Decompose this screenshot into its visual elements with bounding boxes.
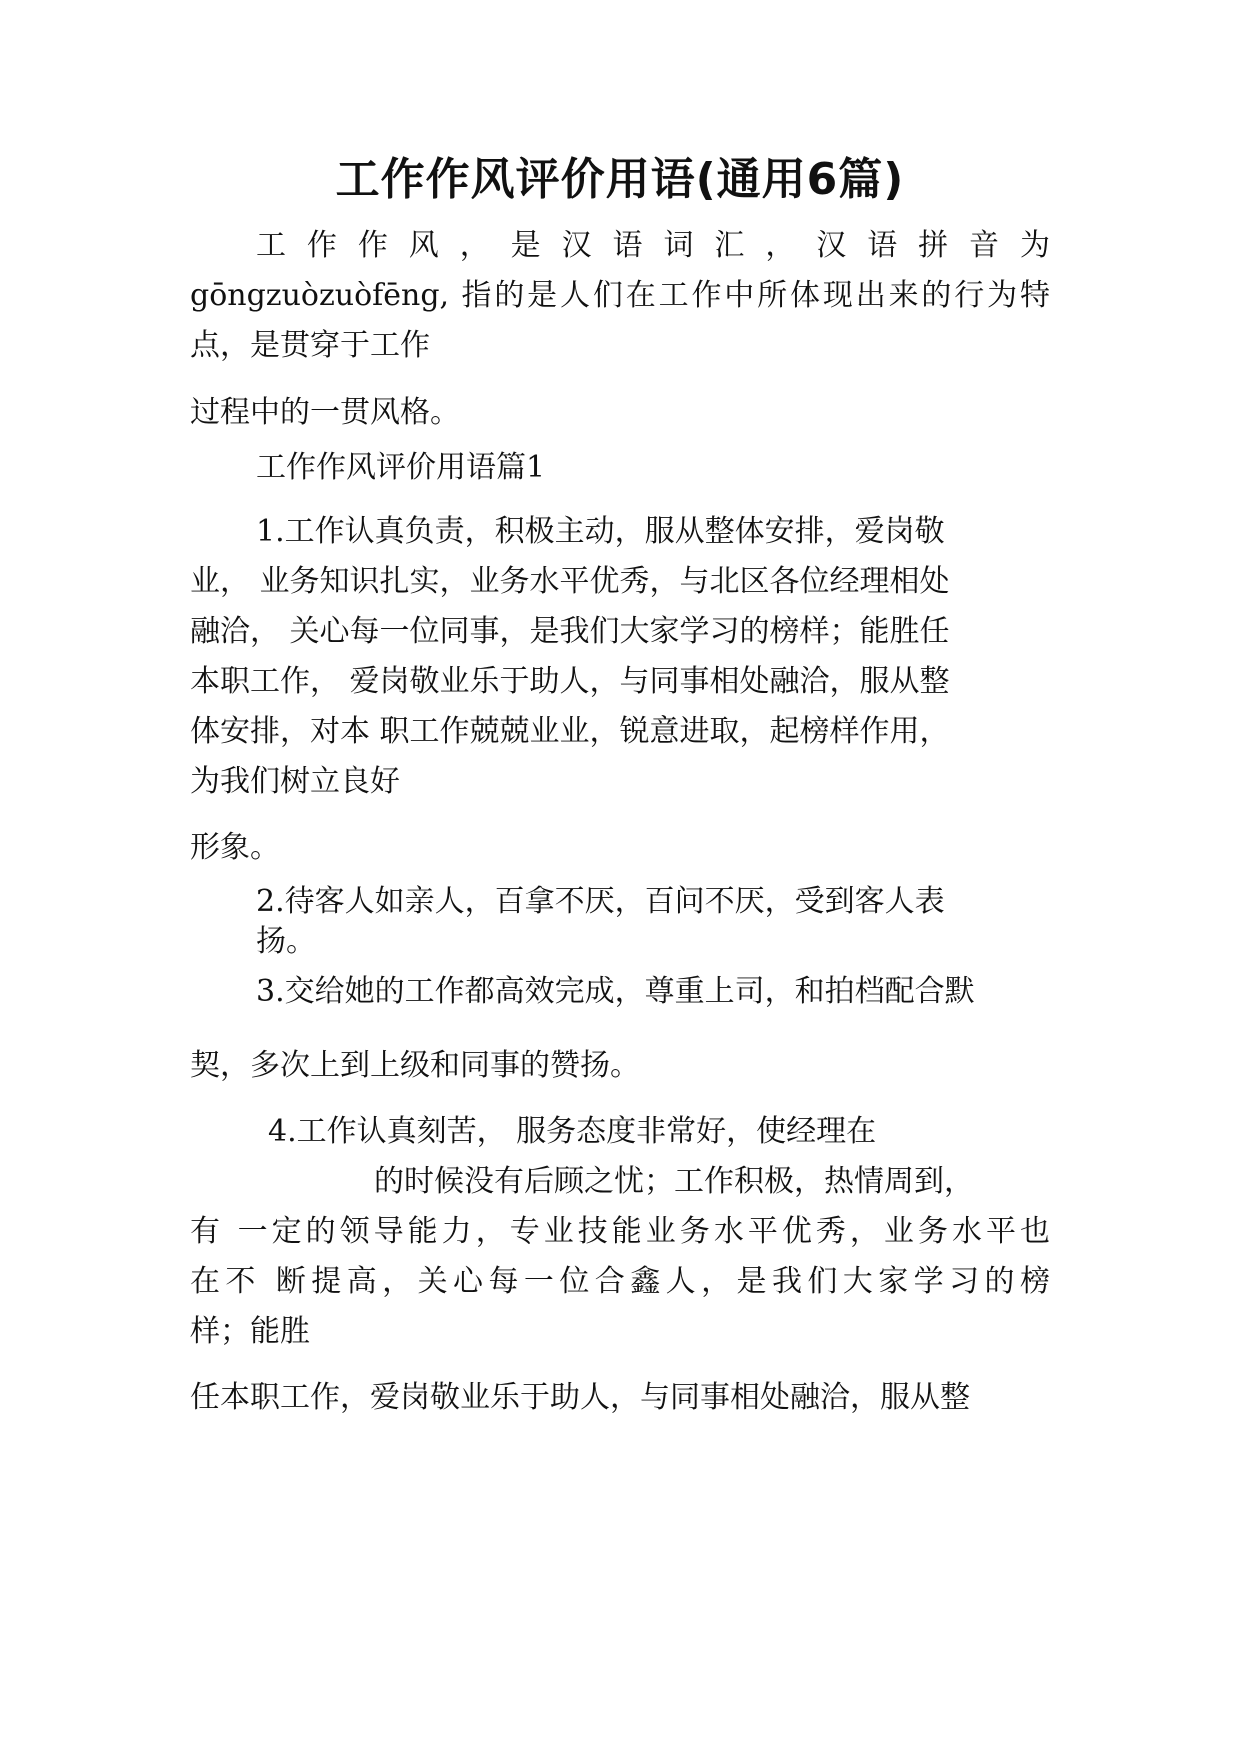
item4-line-5: 样；能胜 [190,1314,310,1349]
intro-line-1: 工 作 作 风 ， 是 汉 语 词 汇 ， 汉 语 拼 音 为 [256,228,1050,263]
document-title: 工作作风评价用语(通用6篇) [335,154,905,205]
item1-line-5: 体安排，对本 职工作兢兢业业，锐意进取，起榜样作用， [190,714,950,749]
item1-line-7: 形象。 [190,830,280,865]
intro-line-2: gōngzuòzuòfēng, 指的是人们在工作中所体现出来的行为特 [190,278,1050,313]
item1-line-1: 1.工作认真负责，积极主动，服从整体安排，爱岗敬 [256,514,945,549]
item1-line-2: 业， 业务知识扎实，业务水平优秀，与北区各位经理相处 [190,564,950,599]
item2-line-2: 扬。 [256,924,316,959]
section-heading: 工作作风评价用语篇1 [256,450,546,485]
intro-line-4: 过程中的一贯风格。 [190,395,460,430]
intro-line-3: 点，是贯穿于工作 [190,328,430,363]
item4-line-1: 4.工作认真刻苦， 服务态度非常好，使经理在 [268,1114,877,1149]
item4-line-2: 的时候没有后顾之忧；工作积极，热情周到， [374,1164,974,1199]
item3-line-2: 契，多次上到上级和同事的赞扬。 [190,1048,640,1083]
item1-line-3: 融洽， 关心每一位同事，是我们大家学习的榜样；能胜任 [190,614,950,649]
item1-line-6: 为我们树立良好 [190,764,400,799]
item4-line-6: 任本职工作，爱岗敬业乐于助人，与同事相处融洽，服从整 [190,1380,970,1415]
item4-line-4: 在不 断提高，关心每一位合鑫人，是我们大家学习的榜 [190,1264,1050,1299]
item2-line-1: 2.待客人如亲人，百拿不厌，百问不厌，受到客人表 [256,884,945,919]
item3-line-1: 3.交给她的工作都高效完成，尊重上司，和拍档配合默 [256,974,975,1009]
item4-line-3: 有 一定的领导能力，专业技能业务水平优秀，业务水平也 [190,1214,1050,1249]
item1-line-4: 本职工作， 爱岗敬业乐于助人，与同事相处融洽，服从整 [190,664,950,699]
